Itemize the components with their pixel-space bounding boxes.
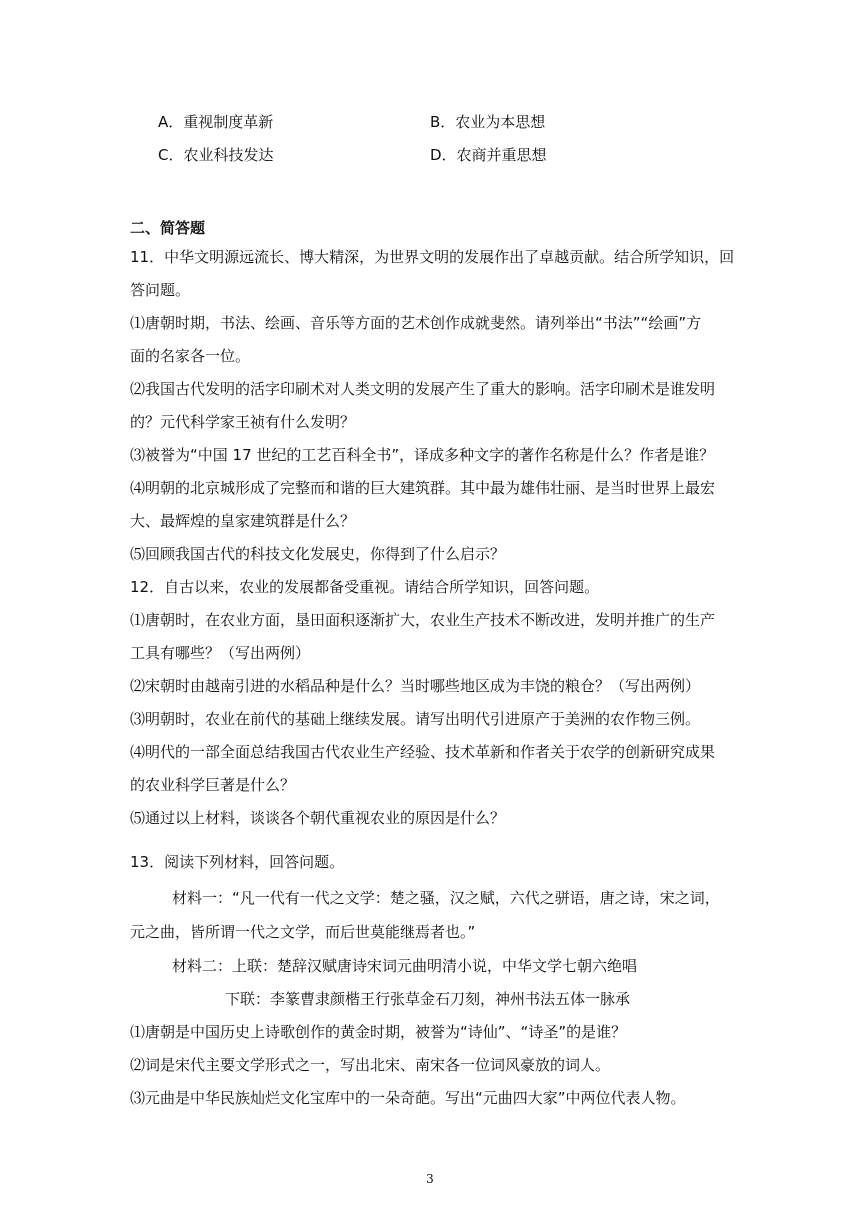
q13-stem: 13．阅读下列材料，回答问题。 bbox=[130, 853, 345, 871]
q12-part3: ⑶明朝时，农业在前代的基础上继续发展。请写出明代引进原产于美洲的农作物三例。 bbox=[130, 710, 701, 728]
q11-part4-line1: ⑷明朝的北京城形成了完整而和谐的巨大建筑群。其中最为雄伟壮丽、是当时世界上最宏 bbox=[130, 479, 716, 497]
q12-part1-line1: ⑴唐朝时，在农业方面，垦田面积逐渐扩大，农业生产技术不断改进，发明并推广的生产 bbox=[130, 611, 716, 629]
q12-stem: 12．自古以来，农业的发展都备受重视。请结合所学知识，回答问题。 bbox=[130, 578, 600, 596]
q11-part1-line1: ⑴唐朝时期，书法、绘画、音乐等方面的艺术创作成就斐然。请列举出“书法”“绘画”方 bbox=[130, 314, 702, 332]
section-heading: 二、简答题 bbox=[130, 219, 206, 237]
q12-part2: ⑵宋朝时由越南引进的水稻品种是什么？当时哪些地区成为丰饶的粮仓？（写出两例） bbox=[130, 677, 701, 695]
option-a: A．重视制度革新 bbox=[158, 113, 274, 131]
q13-part1: ⑴唐朝是中国历史上诗歌创作的黄金时期，被誉为“诗仙”、“诗圣”的是谁？ bbox=[130, 1023, 627, 1041]
q12-part5: ⑸通过以上材料，谈谈各个朝代重视农业的原因是什么？ bbox=[130, 809, 506, 827]
q13-material2-lower: 下联：李篆曹隶颜楷王行张草金石刀刻，神州书法五体一脉承 bbox=[225, 990, 631, 1008]
q13-material2-upper: 材料二：上联：楚辞汉赋唐诗宋词元曲明清小说，中华文学七朝六绝唱 bbox=[172, 957, 638, 975]
q11-part5: ⑸回顾我国古代的科技文化发展史，你得到了什么启示？ bbox=[130, 545, 506, 563]
q13-part2: ⑵词是宋代主要文学形式之一，写出北宋、南宋各一位词风豪放的词人。 bbox=[130, 1056, 611, 1074]
q12-part4-line2: 的农业科学巨著是什么？ bbox=[130, 776, 296, 794]
q11-part4-line2: 大、最辉煌的皇家建筑群是什么？ bbox=[130, 512, 356, 530]
option-b: B．农业为本思想 bbox=[430, 113, 546, 131]
q11-stem-line2: 答问题。 bbox=[130, 281, 191, 299]
q11-part1-line2: 面的名家各一位。 bbox=[130, 347, 251, 365]
option-c: C．农业科技发达 bbox=[158, 146, 274, 164]
q11-stem-line1: 11．中华文明源远流长、博大精深，为世界文明的发展作出了卓越贡献。结合所学知识，回 bbox=[130, 248, 735, 266]
q12-part4-line1: ⑷明代的一部全面总结我国古代农业生产经验、技术革新和作者关于农学的创新研究成果 bbox=[130, 743, 716, 761]
q13-material1-line2: 元之曲，皆所谓一代之文学，而后世莫能继焉者也。” bbox=[130, 923, 476, 941]
q11-part2-line1: ⑵我国古代发明的活字印刷术对人类文明的发展产生了重大的影响。活字印刷术是谁发明 bbox=[130, 380, 716, 398]
q13-material1-line1: 材料一：“凡一代有一代之文学：楚之骚，汉之赋，六代之骈语，唐之诗，宋之词， bbox=[172, 889, 720, 907]
q11-part2-line2: 的？元代科学家王祯有什么发明？ bbox=[130, 413, 356, 431]
page-number: 3 bbox=[426, 1172, 434, 1186]
q13-part3: ⑶元曲是中华民族灿烂文化宝库中的一朵奇葩。写出“元曲四大家”中两位代表人物。 bbox=[130, 1089, 686, 1107]
q11-part3: ⑶被誉为“中国 17 世纪的工艺百科全书”，译成多种文字的著作名称是什么？作者是谁？ bbox=[130, 446, 715, 464]
q12-part1-line2: 工具有哪些？（写出两例） bbox=[130, 644, 311, 662]
option-d: D．农商并重思想 bbox=[430, 146, 547, 164]
